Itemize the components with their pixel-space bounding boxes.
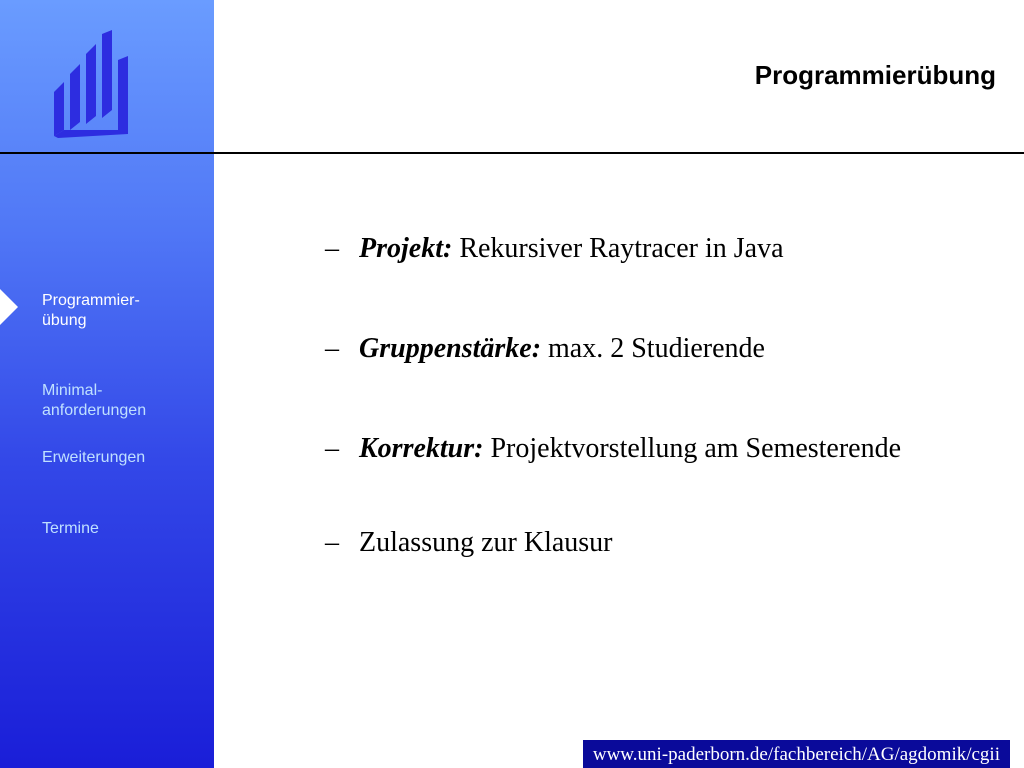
list-item [325,228,965,270]
page-title: Programmierübung [754,60,996,90]
bullet-dash: – [325,433,339,464]
list-item [325,328,965,370]
bullet-text: Rekursiver Raytracer in Java [452,233,784,264]
active-section-arrow-icon [0,289,18,325]
sidebar-item-programmieruebung[interactable]: Programmier- übung [42,292,140,329]
list-item [325,522,965,564]
sidebar [0,0,214,768]
bullet-term: Korrektur: [359,433,484,464]
university-logo-icon [48,30,138,138]
sidebar-item-minimalanforderungen[interactable]: Minimal- anforderungen [42,382,147,419]
footer-url-link[interactable]: www.uni-paderborn.de/fachbereich/AG/agdomik/cgii [583,740,1010,768]
bullet-dash: – [325,233,339,264]
sidebar-item-erweiterungen[interactable]: Erweiterungen [42,449,146,466]
bullet-text: Projektvorstellung am Semesterende [483,433,902,464]
header-divider [0,152,1024,154]
bullet-text: max. 2 Studierende [541,333,765,364]
sidebar-item-termine[interactable]: Termine [42,520,99,537]
list-item [325,428,965,470]
bullet-term: Projekt: [359,233,453,264]
bullet-dash: – [325,333,339,364]
bullet-list [325,228,965,622]
bullet-dash: – [325,527,339,558]
bullet-text: Zulassung zur Klausur [359,527,613,558]
bullet-term: Gruppenstärke: [359,333,542,364]
